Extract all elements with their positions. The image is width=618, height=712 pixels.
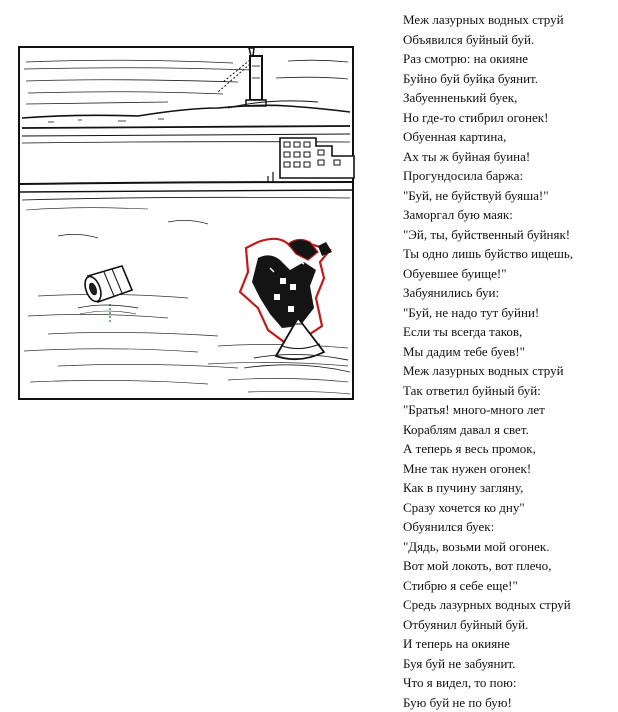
poem-line: Если ты всегда таков,	[403, 322, 615, 342]
poem-line: Заморгал бую маяк:	[403, 205, 615, 225]
poem-line: Буйно буй буйка буянит.	[403, 69, 615, 89]
poem-line: "Буй, не буйствуй буяша!"	[403, 186, 615, 206]
poem-line: Ах ты ж буйная буина!	[403, 147, 615, 167]
poem-line: Кораблям давал я свет.	[403, 420, 615, 440]
poem-line: "Буй, не надо тут буйни!	[403, 303, 615, 323]
poem-line: Средь лазурных водных струй	[403, 595, 615, 615]
poem-line: "Эй, ты, буйственный буйняк!	[403, 225, 615, 245]
poem-line: Буя буй не забуянит.	[403, 654, 615, 674]
poem-line: Обуянился буек:	[403, 517, 615, 537]
poem-line: Как в пучину загляну,	[403, 478, 615, 498]
poem	[403, 10, 615, 712]
poem-line: Забуянились буи:	[403, 283, 615, 303]
poem-line: Мне так нужен огонек!	[403, 459, 615, 479]
poem-line: Отбуянил буйный буй.	[403, 615, 615, 635]
poem-line: Меж лазурных водных струй	[403, 10, 615, 30]
poem-line: Обуевшее буище!"	[403, 264, 615, 284]
buoy-drawing	[18, 46, 358, 402]
poem-line: Прогундосила баржа:	[403, 166, 615, 186]
poem-line: "Братья! много-много лет	[403, 400, 615, 420]
poem-line: А теперь я весь промок,	[403, 439, 615, 459]
poem-line: Забуенненький буек,	[403, 88, 615, 108]
poem-line: Меж лазурных водных струй	[403, 361, 615, 381]
poem-line: Что я видел, то пою:	[403, 673, 615, 693]
poem-line: Вот мой локоть, вот плечо,	[403, 556, 615, 576]
poem-line: Но где-то стибрил огонек!	[403, 108, 615, 128]
poem-line: Объявился буйный буй.	[403, 30, 615, 50]
poem-line: "Дядь, возьми мой огонек.	[403, 537, 615, 557]
poem-line: Стибрю я себе еще!"	[403, 576, 615, 596]
poem-line: Сразу хочется ко дну"	[403, 498, 615, 518]
poem-line: Бую буй не по бую!	[403, 693, 615, 712]
buoy-illustration	[18, 46, 358, 402]
poem-line: Раз смотрю: на окияне	[403, 49, 615, 69]
poem-line: Мы дадим тебе буев!"	[403, 342, 615, 362]
poem-line: Так ответил буйный буй:	[403, 381, 615, 401]
poem-line: Ты одно лишь буйство ищешь,	[403, 244, 615, 264]
poem-line: И теперь на окияне	[403, 634, 615, 654]
poem-line: Обуенная картина,	[403, 127, 615, 147]
